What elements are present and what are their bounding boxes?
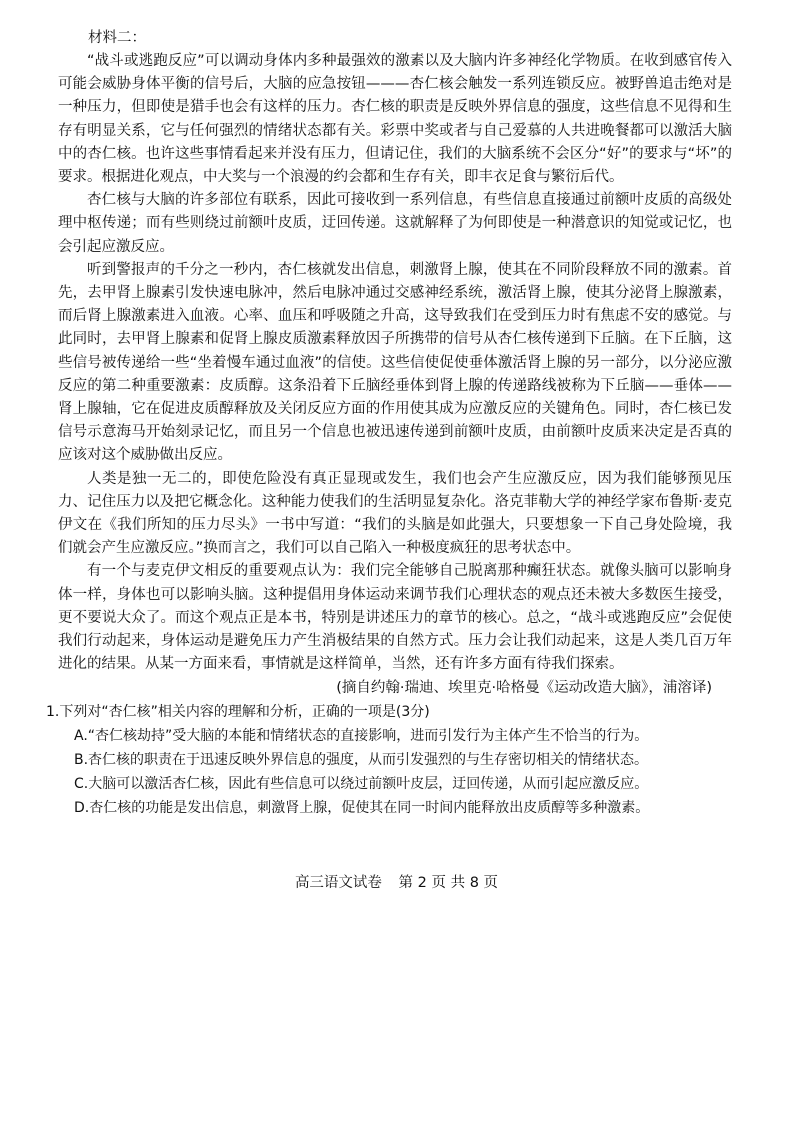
paragraph: 有一个与麦克伊文相反的重要观点认为：我们完全能够自己脱离那种癫狂状态。就像头脑可以影响身体一样，身体也可以影响头脑。这种提倡用身体运动来调节我们心理状态的观点还未被大多数医生接受，更不要说大众了。而这个观点正是本书，特别是讲述压力的章节的核心。总之，“战斗或逃跑反应”会促使我们行动起来，身体运动是避免压力产生消极结果的自然方式。压力会让我们动起来，这是人类几百万年进化的结果。从某一方面来看，事情就是这样简单，当然，还有许多方面有待我们探索。	[58, 563, 732, 673]
option-a: A.“杏仁核劫持”受大脑的本能和情绪状态的直接影响，进而引发行为主体产生不恰当的行为。	[74, 728, 649, 745]
paragraph: “战斗或逃跑反应”可以调动身体内多种最强效的激素以及大脑内许多神经化学物质。在收到感官传入可能会威胁身体平衡的信号后，大脑的应急按钮———杏仁核会触发一系列连锁反应。被野兽追击绝对是一种压力，但即使是猎手也会有这样的压力。杏仁核的职责是反映外界信息的强度，这些信息不见得和生存有明显关系，它与任何强烈的情绪状态都有关。彩票中奖或者与自己爱慕的人共进晚餐都可以激活大脑中的杏仁核。也许这些事情看起来并没有压力，但请记住，我们的大脑系统不会区分“好”的要求与“坏”的要求。根据进化观点，中大奖与一个浪漫的约会都和生存有关，即丰衣足食与繁衍后代。	[58, 53, 732, 186]
paragraph: 杏仁核与大脑的许多部位有联系，因此可接收到一系列信息，有些信息直接通过前额叶皮质的高级处理中枢传递；而有些则绕过前额叶皮质，迂回传递。这就解释了为何即使是一种潜意识的知觉或记忆，也会引起应激反应。	[58, 192, 732, 255]
option-c: C.大脑可以激活杏仁核，因此有些信息可以绕过前额叶皮层，迂回传递，从而引起应激反应。	[74, 776, 649, 793]
page-footer	[0, 872, 793, 894]
option-b: B.杏仁核的职责在于迅速反映外界信息的强度，从而引发强烈的与生存密切相关的情绪状态。	[74, 752, 649, 769]
source-citation: (摘自约翰·瑞迪、埃里克·哈格曼《运动改造大脑》，浦溶译)	[336, 680, 712, 697]
footer-title: 高三语文试卷	[294, 875, 382, 891]
document-page	[46, 26, 732, 820]
option-d: D.杏仁核的功能是发出信息，刺激肾上腺，促使其在同一时间内能释放出皮质醇等多种激素。	[74, 800, 650, 817]
question-stem: 1.下列对“杏仁核”相关内容的理解和分析，正确的一项是(3分)	[46, 704, 430, 721]
footer-page-number: 第 2 页 共 8 页	[398, 875, 499, 891]
paragraph: 人类是独一无二的，即使危险没有真正显现或发生，我们也会产生应激反应，因为我们能够预见压力、记住压力以及把它概念化。这种能力使我们的生活明显复杂化。洛克菲勒大学的神经学家布鲁斯·麦克伊文在《我们所知的压力尽头》一书中写道：“我们的头脑是如此强大，只要想象一下自己身处险境，我们就会产生应激反应。”换而言之，我们可以自己陷入一种极度疯狂的思考状态中。	[58, 470, 732, 557]
paragraph: 听到警报声的千分之一秒内，杏仁核就发出信息，刺激肾上腺，使其在不同阶段释放不同的激素。首先，去甲肾上腺素引发快速电脉冲，然后电脉冲通过交感神经系统，激活肾上腺，使其分泌肾上腺激素，而后肾上腺激素进入血液。心率、血压和呼吸随之升高，这导致我们在受到压力时有焦虑不安的感觉。与此同时，去甲肾上腺素和促肾上腺皮质激素释放因子所携带的信号从杏仁核传递到下丘脑。在下丘脑，这些信号被传递给一些“坐着慢车通过血液”的信使。这些信使促使垂体激活肾上腺的另一部分，以分泌应激反应的第二种重要激素：皮质醇。这条沿着下丘脑经垂体到肾上腺的传递路线被称为下丘脑——垂体——肾上腺轴，它在促进皮质醇释放及关闭反应方面的作用使其成为应激反应的关键角色。同时，杏仁核已发信号示意海马开始刻录记忆，而且另一个信息也被迅速传递到前额叶皮质，由前额叶皮质来决定是否真的应该对这个威胁做出反应。	[58, 261, 732, 464]
question-block	[46, 700, 732, 820]
section-title: 材料二：	[88, 30, 146, 46]
